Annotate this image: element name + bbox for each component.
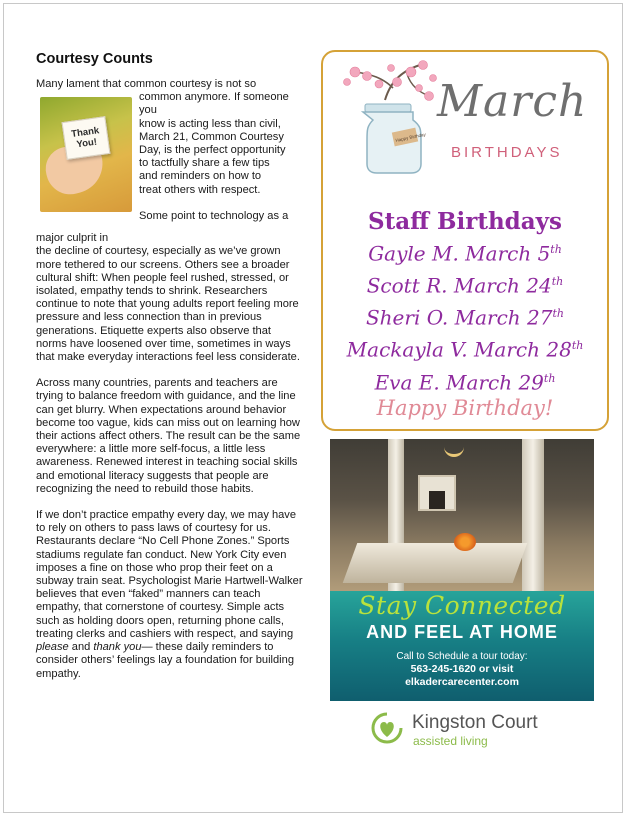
fireplace-shape [418,475,456,511]
column-shape [522,439,544,591]
article-title: Courtesy Counts [36,51,153,67]
birthday-entry [323,365,607,397]
article [36,50,304,681]
photo-row [36,91,304,241]
chandelier-shape [444,445,464,457]
spacer [139,197,304,210]
birthday-entry [323,236,607,268]
counter-shape [343,543,528,583]
article-lead: Many lament that common courtesy is not so [36,78,257,90]
birthday-list [323,236,607,397]
staff-birthdays-title: Staff Birthdays [368,208,562,235]
birthday-text: Sheri O. March 27 [365,305,553,330]
interior-photo [330,439,594,591]
birthday-entry [323,268,607,300]
p3-and: and [68,641,94,654]
birthday-text: Gayle M. March 5 [368,241,551,266]
ordinal-suffix: th [551,275,564,289]
heart-circle-logo-icon [370,711,404,745]
thank-you-note: Thank You! [62,116,111,160]
paragraph-2: Across many countries, parents and teachers are trying to balance freedom with guidance, and the line can get blurry. When expectations around behavior become too vague, kids can miss out on learning how their actions affect others. The result can be the same everywhere: a little more self-focus, a little less awareness. Renewed interest in teaching social skills and emotional literacy suggests that people are recognizing the need to rebuild those habits. [36,377,301,495]
ad-website-link[interactable]: elkadercarecenter.com [405,676,519,688]
care-center-ad [330,439,594,701]
birthday-text: Mackayla V. March 28 [346,338,572,363]
ad-tagline: Stay Connected [358,591,566,620]
mason-jar-blossom-icon [333,60,443,175]
paragraph-3 [36,509,304,681]
p3-thank-you: thank you [93,641,142,654]
flowers-shape [454,533,476,551]
logo-name: Kingston Court [412,712,538,733]
ad-headline: AND FEEL AT HOME [366,622,558,642]
photo-wrap-text [139,91,304,223]
ordinal-suffix: th [550,243,562,256]
kingston-court-logo [370,710,550,750]
p3-text-b: — these daily reminders to consider others’ feelings lay a foundation for building empathy. [36,641,294,680]
ad-phone-line: 563-245-1620 or visit [410,663,514,675]
march-title: March [437,76,588,127]
ad-call-line: Call to Schedule a tour today: [396,651,528,662]
wrap-line: to tactfully share a few tips [139,157,270,170]
logo-subtitle: assisted living [413,734,488,748]
wrap-line: and reminders on how to [139,170,262,183]
birthday-text: Eva E. March 29 [374,370,544,395]
ad-call-block [330,650,594,676]
jar-tag-text: Happy Birthday [395,131,427,143]
paragraph-1-cont: major culprit in [36,232,109,245]
wrap-line: know is acting less than civil, [139,117,281,130]
wrap-line: common anymore. If someone [139,91,289,104]
p3-please: please [36,641,69,654]
thank-you-photo [40,97,132,212]
spacer [36,364,304,377]
ordinal-suffix: th [571,339,584,353]
birthdays-box [321,50,609,431]
spacer [36,496,304,509]
p3-text-a: If we don’t practice empathy every day, we may have to rely on others to pass laws of courtesy for us. Restaurants declare “No Cell Phone Zones.” Sports stadiums regulate fan conduct. New York City even imposes a fine on those who prop their feet on a subway train seat. Psychologist Marie Hartwell-Walker believes that even “faked” manners can teach empathy, that cornerstone of courtesy. Simple acts such as holding doors open, returning phone calls, treating clerks and cashiers with respect, and saying [36,509,303,640]
happy-birthday-closing: Happy Birthday! [376,396,554,420]
birthday-text: Scott R. March 24 [366,273,552,298]
birthdays-subtitle: BIRTHDAYS [451,144,563,161]
paragraph-1: the decline of courtesy, especially as we’ve grown more tethered to our screens. Others see a broader cultural shift: When people feel rushed, stressed, or isolated, empathy tends to shrink. Researchers continue to note that young adults report feeling more pressure and less connection than in previous generations. Etiquette experts also observe that norms have loosened over time, sometimes in ways that make everyday interactions feel less considerate. [36,245,300,364]
ad-text-band [330,591,594,701]
march-birthdays-header [333,60,599,180]
wrap-line: Day, is the perfect opportunity [139,144,286,157]
wrap-line: March 21, Common Courtesy [139,130,284,143]
birthday-entry [323,300,607,332]
wrap-line: treat others with respect. [139,183,261,196]
ordinal-suffix: th [552,307,565,321]
ordinal-suffix: th [543,371,556,385]
wrap-line: Some point to technology as a [139,209,289,222]
wrap-line: you [139,104,157,117]
birthday-entry [323,332,607,364]
